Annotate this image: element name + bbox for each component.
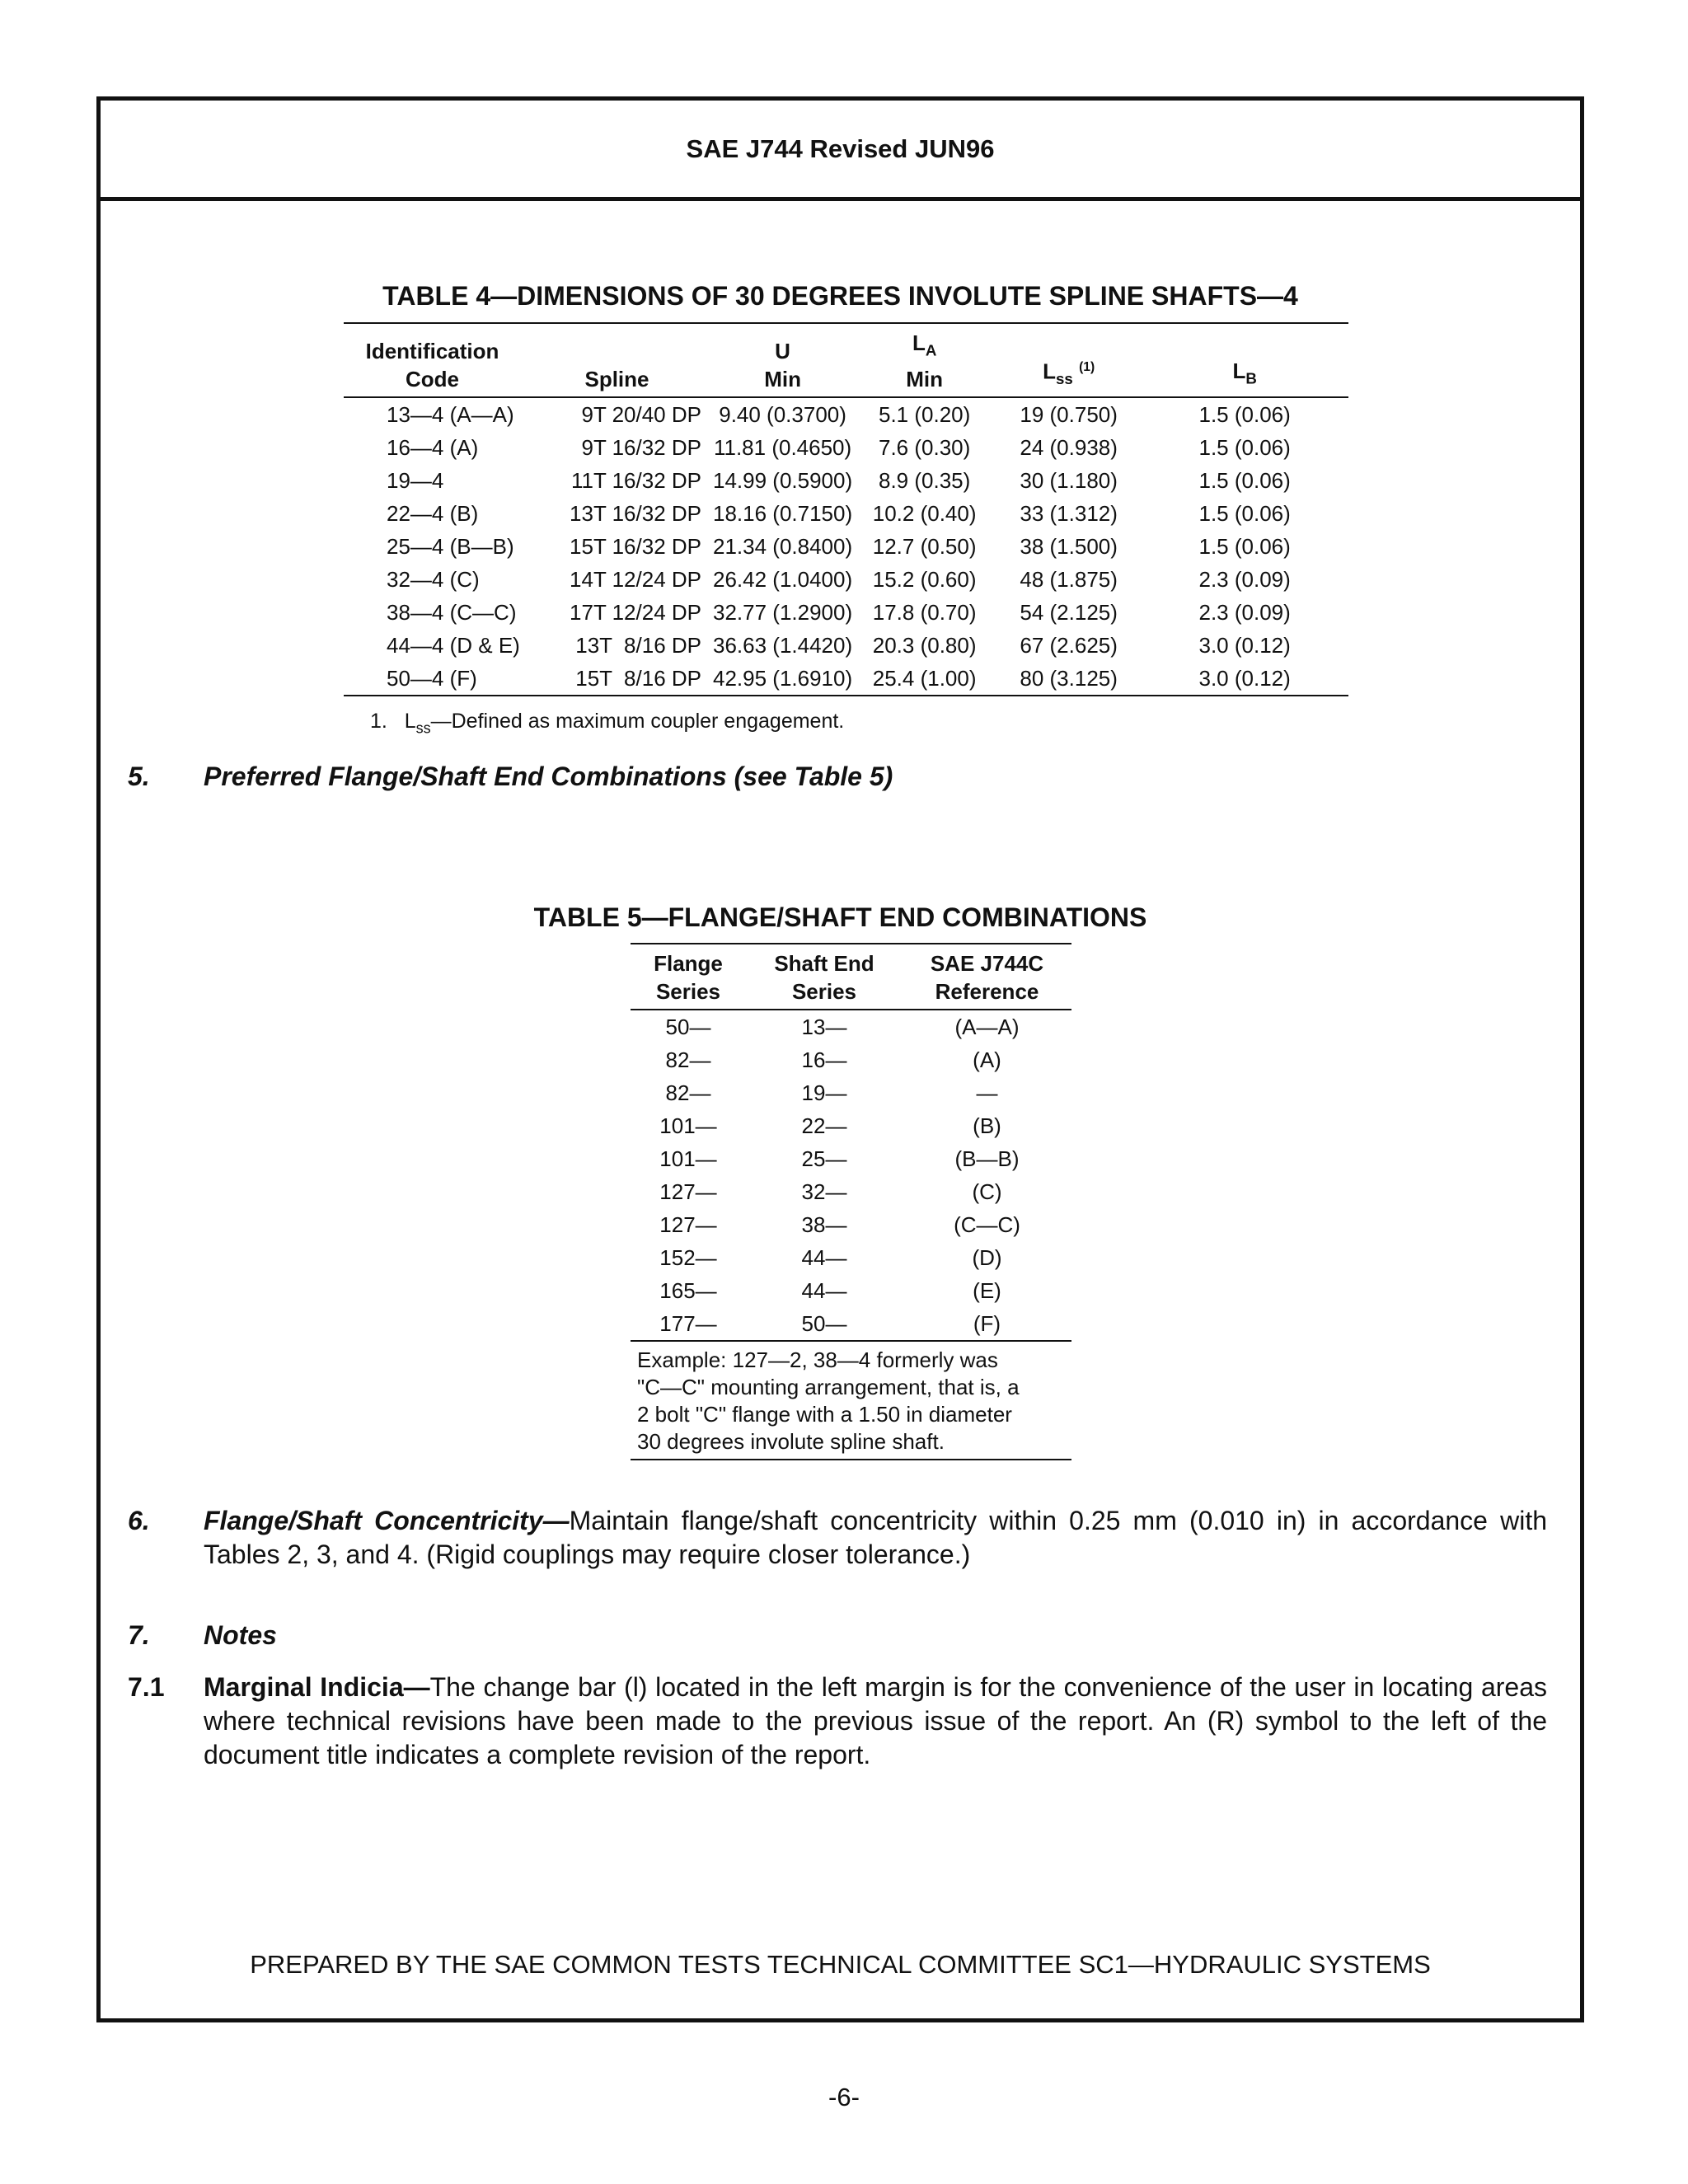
prepared-by: PREPARED BY THE SAE COMMON TESTS TECHNICAL COMMITTEE SC1—HYDRAULIC SYSTEMS [250, 1950, 1431, 1979]
table-row: 16—4 (A) 9T 16/32 DP 11.81 (0.4650) 7.6 (0.30) 24 (0.938) 1.5 (0.06) [387, 434, 1291, 460]
table5 [631, 943, 1071, 1460]
table5-example: Example: 127—2, 38—4 formerly was "C—C" mounting arrangement, that is, a 2 bolt "C" flange with a 1.50 in diameter 30 degrees involute spline shaft. [631, 1341, 1071, 1460]
table4-header-lss: $L_{ss}$ $^{(1)}$ [996, 323, 1141, 397]
table-row: 32—4 (C) 14T 12/24 DP 26.42 (1.0400) 15.2 (0.60) 48 (1.875) 2.3 (0.09) [387, 566, 1291, 592]
table4-caption: TABLE 4—DIMENSIONS OF 30 DEGREES INVOLUTE SPLINE SHAFTS—4 [382, 281, 1298, 311]
table4-header-u: U Min [713, 323, 852, 397]
page-number: -6- [828, 2083, 860, 2111]
section-7-1-body: Marginal Indicia—The change bar (l) located in the left margin is for the convenience of the user in locating areas where technical revisions have been made to the previous issue of the report. An (R) symbol to the left of the document title indicates a complete revision of the report. [204, 1672, 1548, 1769]
table-row: 101— 22— (B) [659, 1113, 1001, 1138]
table-row: 82— 16— (A) [665, 1047, 1001, 1072]
table5-header-row [631, 944, 1071, 1010]
table-row: 127— 38— (C—C) [659, 1212, 1020, 1237]
table-row: 50—4 (F) 15T 8/16 DP 42.95 (1.6910) 25.4 (1.00) 80 (3.125) 3.0 (0.12) [344, 662, 1348, 696]
table4-footnote: 1. $L_{ss}—Defined$ as maximum coupler engagement. [370, 710, 845, 737]
table4 [344, 322, 1348, 696]
table-row: 25—4 (B—B) 15T 16/32 DP 21.34 (0.8400) 12.7 (0.50) 38 (1.500) 1.5 (0.06) [387, 533, 1291, 559]
document-header [101, 101, 1580, 201]
page-frame: SAE J744 Revised JUN96 TABLE 4—DIMENSIONS OF 30 DEGREES INVOLUTE SPLINE SHAFTS—4 Identification Code Spline U Min $L_A$ Min $L_{ss}$ $^{(1)}$ $L_B$ 13—4 (A—A) 9T 20/40 DP 9.40 (0.3700) 5.1 (0.20) 19 (0.750) 1.5 (0.06) 16—4 (A) 9T 16/32 DP 11.81 (0.4650) 7.6 (0.30) 24 (0.938) 1.5 (0.06) 19—4 11T 16/32 DP 14.99 (0.5900) 8.9 (0.35) 30 (1.180) 1.5 (0.06) 22—4 (B) 13T 16/32 DP 18.16 (0.7150) 10.2 (0.40) 33 (1.312) 1.5 (0.06) 25—4 (B—B) 15T 16/32 DP 21.34 (0.8400) 12.7 (0.50) 38 (1.500) 1.5 (0.06) 32—4 (C) 14T 12/24 DP 26.42 (1.0400) 15.2 (0.60) 48 (1.875) 2.3 (0.09) 38—4 (C—C) 17T 12/24 DP 32.77 (1.2900) 17.8 (0.70) 54 (2.125) 2.3 (0.09) 44—4 (D & E) 13T 8/16 DP 36.63 (1.4420) 20.3 (0.80) 67 (2.625) 3.0 (0.12) 50—4 (F) 15T 8/16 DP 42.95 (1.6910) 25.4 (1.00) 80 (3.125) 3.0 (0.12) 1. $L_{ss}—Defined$ as maximum coupler engagement. 5. Preferred Flange/Shaft End Combinations (see Table 5) TABLE 5—FLANGE/SHAFT END COMBINATIONS Flange Series Shaft End Series SAE J744C Reference 50— 13— (A—A) 82— 16— (A) 82— 19— — 101— 22— (B) 101— 25— (B—B) 127— 32— (C) 127— 38— (C—C) 152— 44— (D) 165— 44— (E) 177— 50— (F) Example: 127—2, 38—4 formerly was "C—C" mounting arrangement, that is, a 2 bolt "C" flange with a 1.50 in diameter 30 degrees involute spline shaft. 6. Flange/Shaft Concentricity—Maintain flange/shaft concentricity within 0.25 mm (0.010 in) in accordance with Tables 2, 3, and 4. (Rigid couplings may require closer tolerance.) 7. Notes 7.1 Marginal Indicia—The change bar (l) located in the left margin is for the convenience of the user in locating areas where technical revisions have been made to the previous issue of the report. An (R) symbol to the left of the document title indicates a complete revision of the report. PREPARED BY THE SAE COMMON TESTS TECHNICAL COMMITTEE SC1—HYDRAULIC SYSTEMS [96, 96, 1584, 2022]
table-row: 127— 32— (C) [659, 1179, 1002, 1204]
table4-header-id: Identification Code [344, 323, 521, 397]
table5-header-reference: SAE J744C Reference [903, 944, 1071, 1010]
document-title: SAE J744 Revised JUN96 [686, 134, 995, 163]
table5-header-shaft: Shaft End Series [746, 944, 903, 1010]
table-row: 19—4 11T 16/32 DP 14.99 (0.5900) 8.9 (0.35) 30 (1.180) 1.5 (0.06) [387, 467, 1291, 493]
table4-header-row [344, 323, 1348, 397]
table-row: 38—4 (C—C) 17T 12/24 DP 32.77 (1.2900) 17.8 (0.70) 54 (2.125) 2.3 (0.09) [387, 599, 1291, 625]
table4-header-spline: Spline [521, 323, 713, 397]
table-row: 165— 44— (E) [659, 1278, 1001, 1303]
table-row: 152— 44— (D) [659, 1245, 1002, 1270]
table-row: 13—4 (A—A) 9T 20/40 DP 9.40 (0.3700) 5.1 (0.20) 19 (0.750) 1.5 (0.06) [387, 401, 1291, 427]
table5-wrapper [631, 943, 1071, 1460]
table4-header-la: $L_A$ Min [852, 323, 996, 397]
table-row: 50— 13— (A—A) [665, 1015, 1020, 1039]
table4-wrapper [344, 322, 1348, 696]
table-row: 22—4 (B) 13T 16/32 DP 18.16 (0.7150) 10.2 (0.40) 33 (1.312) 1.5 (0.06) [387, 500, 1291, 526]
table-row: 44—4 (D & E) 13T 8/16 DP 36.63 (1.4420) 20.3 (0.80) 67 (2.625) 3.0 (0.12) [387, 632, 1291, 658]
table-row: 177— 50— (F) [631, 1307, 1071, 1341]
table5-header-flange: Flange Series [631, 944, 746, 1010]
table4-header-lb: $L_B$ [1141, 323, 1348, 397]
section-6-body: Flange/Shaft Concentricity—Maintain flange/shaft concentricity within 0.25 mm (0.010 in) in accordance with Tables 2, 3, and 4. (Rigid couplings may require closer tolerance.) [204, 1506, 1548, 1569]
table-row: 82— 19— — [665, 1080, 998, 1105]
table-row: 101— 25— (B—B) [659, 1146, 1020, 1171]
table5-example-row [631, 1341, 1071, 1460]
table5-caption: TABLE 5—FLANGE/SHAFT END COMBINATIONS [533, 902, 1147, 932]
